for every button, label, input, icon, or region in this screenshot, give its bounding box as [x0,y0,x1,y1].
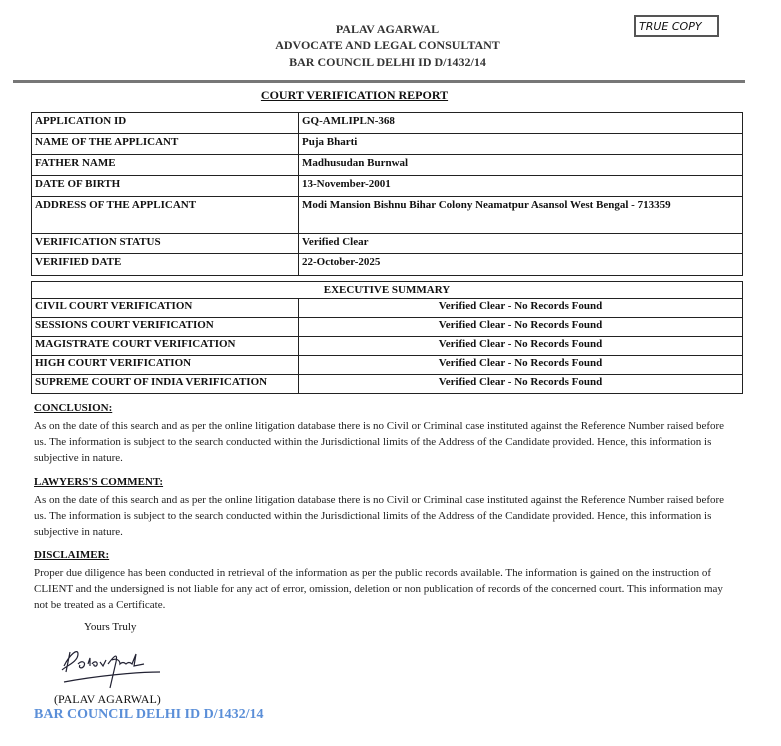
row-label: APPLICATION ID [32,113,299,134]
table-row [32,337,743,356]
report-title: COURT VERIFICATION REPORT [260,88,449,102]
row-value: 13-November-2001 [299,176,743,197]
row-value: Puja Bharti [299,134,743,155]
table-row [32,299,743,318]
table-row [32,113,743,134]
row-value: Verified Clear - No Records Found [299,337,743,356]
table-row [32,318,743,337]
row-value: GQ-AMLIPLN-368 [299,113,743,134]
row-label: CIVIL COURT VERIFICATION [32,299,299,318]
row-label: VERIFICATION STATUS [32,234,299,254]
comment-section [34,474,739,540]
executive-summary-table [31,281,743,394]
header-bar-id: BAR COUNCIL DELHI ID D/1432/14 [289,55,486,69]
row-value: Verified Clear - No Records Found [299,299,743,318]
table-row [32,254,743,276]
table-row [32,234,743,254]
row-label: VERIFIED DATE [32,254,299,276]
table-row [32,375,743,394]
row-label: NAME OF THE APPLICANT [32,134,299,155]
summary-heading: EXECUTIVE SUMMARY [32,282,743,299]
row-value: Verified Clear [299,234,743,254]
row-label: FATHER NAME [32,155,299,176]
table-row [32,197,743,234]
signatory-name: (PALAV AGARWAL) [54,692,161,706]
conclusion-text: As on the date of this search and as per the online litigation database there is no Civil or Criminal case instituted against the Reference Number raised before us. The information is subject to the search conducted within the Jurisdictional limits of the Address of the Candidate provided. Hence, this information is subjective in nature. [34,420,725,464]
signatory-bar-id: BAR COUNCIL DELHI ID D/1432/14 [34,707,264,722]
row-value: Verified Clear - No Records Found [299,356,743,375]
advocate-name: PALAV AGARWAL [335,22,440,36]
conclusion-heading: CONCLUSION: [34,402,113,414]
row-label: MAGISTRATE COURT VERIFICATION [32,337,299,356]
advocate-designation: ADVOCATE AND LEGAL CONSULTANT [275,38,500,52]
row-label: SESSIONS COURT VERIFICATION [32,318,299,337]
row-label: SUPREME COURT OF INDIA VERIFICATION [32,375,299,394]
header-divider [13,80,745,83]
disclaimer-text: Proper due diligence has been conducted in retrieval of the information as per the public records available. The information is gained on the instruction of CLIENT and the undersigned is not liable for any act of error, omission, deletion or non publication of records of the concerned court. This information may not be treated as a Certificate. [34,567,723,611]
row-label: HIGH COURT VERIFICATION [32,356,299,375]
row-value: Verified Clear - No Records Found [299,375,743,394]
row-value: Modi Mansion Bishnu Bihar Colony Neamatpur Asansol West Bengal - 713359 [299,197,743,234]
table-row [32,134,743,155]
row-value: 22-October-2025 [299,254,743,276]
row-label: ADDRESS OF THE APPLICANT [32,197,299,234]
disclaimer-heading: DISCLAIMER: [34,549,110,561]
true-copy-stamp: TRUE COPY [634,15,719,37]
conclusion-section [34,400,739,466]
table-row [32,176,743,197]
applicant-details-table [31,112,743,276]
row-label: DATE OF BIRTH [32,176,299,197]
comment-text: As on the date of this search and as per the online litigation database there is no Civil or Criminal case instituted against the Reference Number raised before us. The information is subject to the search conducted within the Jurisdictional limits of the Address of the Candidate provided. Hence, this information is subjective in nature. [34,494,725,538]
comment-heading: LAWYERS'S COMMENT: [34,476,164,488]
table-row [32,155,743,176]
row-value: Verified Clear - No Records Found [299,318,743,337]
closing: Yours Truly [84,621,137,633]
signature-image [56,642,166,690]
row-value: Madhusudan Burnwal [299,155,743,176]
disclaimer-section [34,547,739,613]
table-row [32,356,743,375]
